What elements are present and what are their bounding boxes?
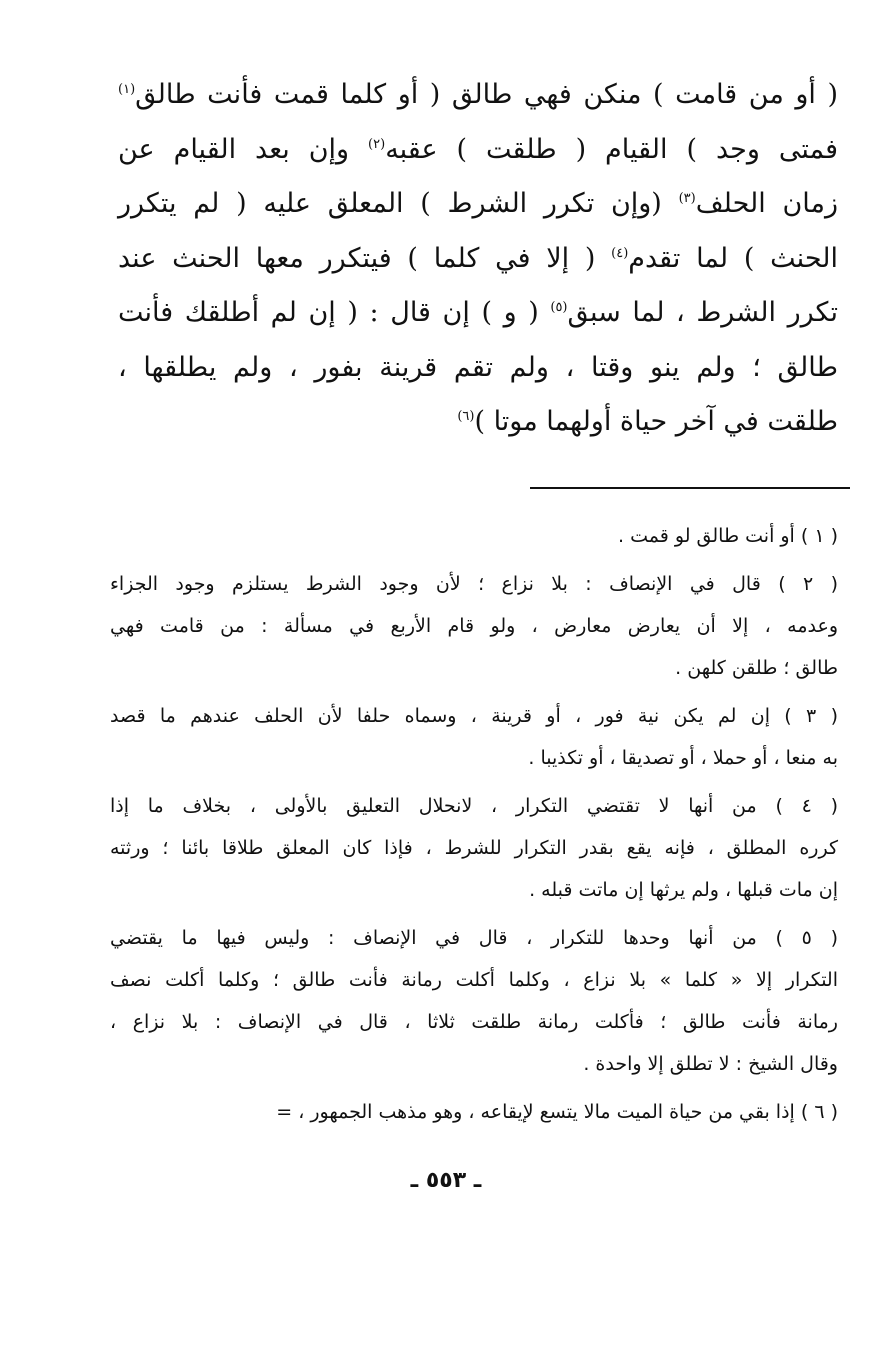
footnote-line: رمانة فأنت طالق ؛ فأكلت رمانة طلقت ثلاثا ، قال في الإنصاف : بلا نزاع ، [110,1011,838,1033]
page-number: ـ ٥٥٣ ـ [410,1168,482,1193]
main-text-block [118,68,838,450]
footnote-6 [110,1091,838,1133]
footnote-ref-6[interactable]: (٦) [457,409,475,424]
main-line-7 [118,395,838,450]
main-line-2-tail: وإن بعد القيام عن [118,133,369,165]
main-line-1 [118,68,838,123]
footnote-line: إن مات قبلها ، ولم يرثها إن ماتت قبله . [529,879,838,901]
footnote-3 [110,695,838,779]
footnote-line: ( ٣ ) إن لم يكن نية فور ، أو قرينة ، وسماه حلفا لأن الحلف عندهم ما قصد [110,705,838,727]
footnote-line: وعدمه ، إلا أن يعارض معارض ، ولو قام الأربع في مسألة : من قامت فهي [110,615,838,637]
footnote-line: ( ٤ ) من أنها لا تقتضي التكرار ، لانحلال التعليق بالأولى ، بخلاف ما إذا [110,795,839,817]
footnote-ref-3[interactable]: (٣) [678,191,696,206]
footnote-ref-1[interactable]: (١) [118,82,136,97]
main-line-4-text: الحنث ) لما تقدم [628,242,838,274]
main-line-4 [118,232,838,287]
footnote-ref-5[interactable]: (٥) [550,300,568,315]
footnote-line: ( ٥ ) من أنها وحدها للتكرار ، قال في الإنصاف : وليس فيها ما يقتضي [110,927,839,949]
footnote-2 [110,563,838,689]
footnote-ref-2[interactable]: (٢) [368,136,386,152]
main-line-1-text: ( أو من قامت ) منكن فهي طالق ( أو كلما قمت فأنت طالق [135,79,838,110]
footnote-5 [110,917,838,1085]
main-line-2-text: فمتى وجد ) القيام ( طلقت ) عقبه [385,133,838,165]
main-line-3-tail: (وإن تكرر الشرط ) المعلق عليه ( لم يتكرر [118,188,679,219]
footnote-1 [110,515,838,557]
footnote-separator [530,487,850,489]
main-line-3 [118,177,838,232]
main-line-7-text: طلقت في آخر حياة أولهما موتا ) [474,406,838,437]
footnote-line: وقال الشيخ : لا تطلق إلا واحدة . [583,1053,838,1075]
footnote-line: كرره المطلق ، فإنه يقع بقدر التكرار للشرط ، فإذا كان المعلق طلاقا بائنا ؛ ورثته [110,837,838,859]
main-line-2 [118,123,838,178]
main-line-6-text: طالق ؛ ولم ينو وقتا ، ولم تقم قرينة بفور ، ولم يطلقها ، [118,351,838,383]
footnote-4 [110,785,838,911]
main-line-5 [118,286,838,341]
main-line-6 [118,341,838,396]
main-line-4-tail: ( إلا في كلما ) فيتكرر معها الحنث عند [118,242,612,274]
footnote-line: طالق ؛ طلقن كلهن . [675,657,838,679]
footnote-line: به منعا ، أو حملا ، أو تصديقا ، أو تكذيبا . [528,747,838,769]
footnotes-section [110,515,838,1139]
footnote-line: ( ١ ) أو أنت طالق لو قمت . [618,525,838,547]
main-line-5-tail: ( و ) إن قال : ( إن لم أطلقك فأنت [118,297,551,328]
main-line-5-text: تكرر الشرط ، لما سبق [567,297,838,328]
footnote-line: التكرار إلا « كلما » بلا نزاع ، وكلما أكلت رمانة فأنت طالق ؛ وكلما أكلت نصف [110,969,838,991]
footnote-line: ( ٢ ) قال في الإنصاف : بلا نزاع ؛ لأن وجود الشرط يستلزم وجود الجزاء [110,573,838,595]
main-line-3-text: زمان الحلف [695,188,839,219]
footnote-line: ( ٦ ) إذا بقي من حياة الميت مالا يتسع لإيقاعه ، وهو مذهب الجمهور ، = [276,1101,838,1123]
footnote-ref-4[interactable]: (٤) [611,245,629,261]
